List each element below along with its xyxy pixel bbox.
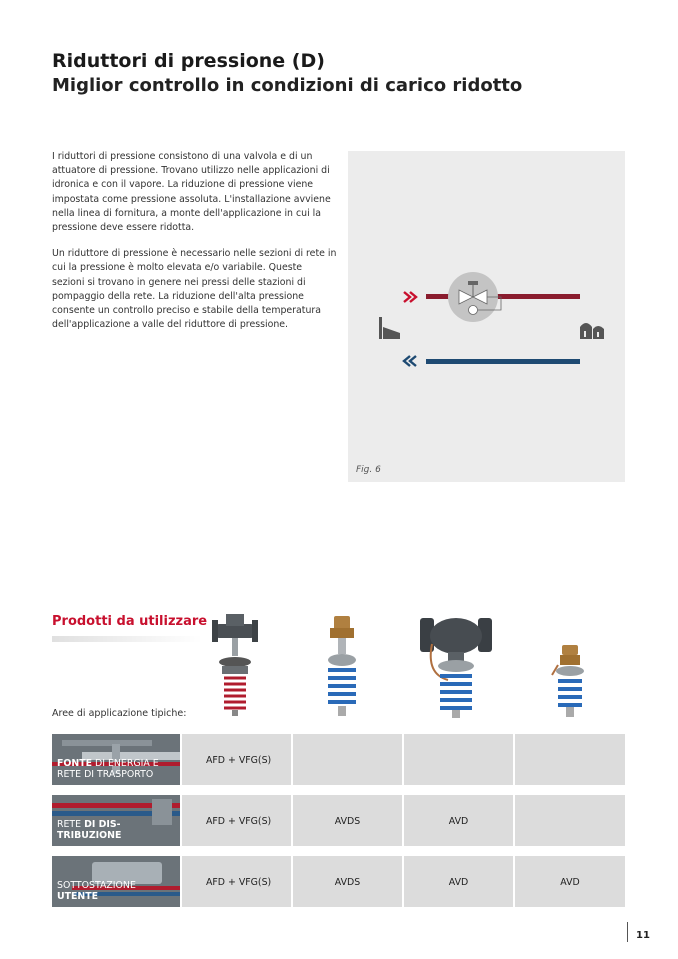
page-subtitle: Miglior controllo in condizioni di carico ridotto (52, 75, 523, 96)
row-head-energy-source (52, 734, 180, 785)
table-cell: AFD + VFG(S) (182, 856, 291, 907)
table-cell (515, 734, 625, 785)
return-line (426, 359, 580, 364)
paragraph: Un riduttore di pressione è necessario nelle sezioni di rete in cui la pressione è molto elevata e/o variabile. Queste sezioni si trovano in genere nei pressi delle stazioni di pompaggio della rete. La riduzione dell'alta pressione consente un controllo preciso e stabile della temperatura dell'applicazione a valle del riduttore di pressione. (52, 248, 337, 331)
table-cell (515, 795, 625, 846)
title-underline (52, 636, 202, 642)
row-head-user-substation (52, 856, 180, 907)
row-head-distribution-network (52, 795, 180, 846)
table-cell: AFD + VFG(S) (182, 734, 291, 785)
table-cell (293, 734, 402, 785)
areas-label: Aree di applicazione tipiche: (52, 708, 187, 719)
row-head-label: RETE DI DIS-TRIBUZIONE (57, 819, 122, 841)
row-head-label: SOTTOSTAZIONE UTENTE (57, 880, 136, 902)
paragraph: I riduttori di pressione consistono di una valvola e di un attuatore di pressione. Trovano utilizzo nelle applicazioni di idronica e con il vapore. La riduzione di pressione viene impostata come pressione assoluta. L'installazione avviene nella linea di fornitura, a monte dell'applicazione in cui la pressione deve essere ridotta. (52, 151, 331, 234)
return-arrow-icon (404, 356, 416, 366)
table-cell (404, 734, 513, 785)
page-number-divider (627, 922, 628, 942)
pressure-reducer-diagram (348, 151, 625, 482)
page-number: 11 (636, 930, 650, 941)
table-cell: AVDS (293, 795, 402, 846)
page-title: Riduttori di pressione (D) (52, 50, 325, 72)
table-cell: AVD (404, 856, 513, 907)
row-head-label: FONTE DI ENERGIA E RETE DI TRASPORTO (57, 758, 159, 780)
factory-icon (379, 317, 400, 339)
figure-diagram (348, 151, 625, 482)
table-cell: AVD (404, 795, 513, 846)
table-cell: AVDS (293, 856, 402, 907)
avd-small-product-image (550, 645, 590, 717)
table-cell: AFD + VFG(S) (182, 795, 291, 846)
products-title: Prodotti da utilizzare (52, 614, 208, 629)
figure-caption: Fig. 6 (356, 465, 381, 475)
avds-product-image (322, 616, 362, 716)
building-icon (580, 323, 604, 339)
body-text (52, 150, 337, 344)
supply-arrow-icon (404, 292, 416, 302)
table-cell: AVD (515, 856, 625, 907)
afd-vfg-product-image (212, 612, 258, 717)
avd-large-product-image (418, 614, 494, 718)
